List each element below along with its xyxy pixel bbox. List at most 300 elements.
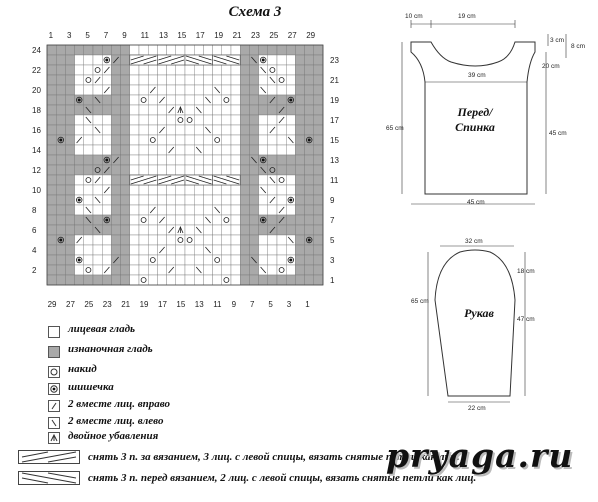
chart-cell [176,95,185,105]
slant-right-symbol [159,247,164,253]
chart-cell [93,125,102,135]
chart-cell [185,165,194,175]
chart-cell [259,55,268,65]
chart-cell [148,105,157,115]
chart-cell [130,165,139,175]
bobble-symbol [104,217,110,223]
chart-cell [148,95,157,105]
chart-cell [148,125,157,135]
top-axis-number: 27 [287,31,297,40]
chart-cell [194,275,203,285]
cable-line [131,56,144,60]
chart-cell [185,265,194,275]
chart-cell [102,255,111,265]
chart-cell [268,105,277,115]
chart-cell [56,245,65,255]
chart-cell [121,205,130,215]
chart-cell [121,125,130,135]
body-neck-depth-dim: 3 cm [550,37,565,44]
chart-cell [268,275,277,285]
chart-cell [75,185,84,195]
chart-cell [93,115,102,125]
top-axis-number: 15 [177,31,187,40]
chart-cell [194,55,203,65]
chart-cell [65,75,74,85]
chart-cell [240,105,249,115]
chart-cell [305,165,314,175]
slant-right-symbol [113,257,118,263]
chart-cell [65,245,74,255]
chart-cell [305,195,314,205]
chart-cell [295,225,304,235]
chart-cell [203,145,212,155]
chart-cell [176,185,185,195]
bobble-dot [78,199,81,202]
yarn-over-symbol [86,268,91,273]
chart-cell [102,265,111,275]
chart-cell [240,95,249,105]
chart-cell [139,65,148,75]
chart-cell [56,185,65,195]
chart-cell [56,55,65,65]
chart-cell [231,205,240,215]
chart-cell [65,175,74,185]
double-decrease-icon [48,432,60,444]
chart-cell [102,195,111,205]
chart-cell [75,165,84,175]
chart-cell [185,155,194,165]
right-axis-number: 1 [330,276,335,285]
chart-cell [56,105,65,115]
chart-cell [203,195,212,205]
chart-cell [176,155,185,165]
yarn-over-symbol [224,98,229,103]
chart-cell [56,175,65,185]
chart-cell [111,115,120,125]
chart-cell [56,275,65,285]
yarn-over-symbol [141,218,146,223]
chart-cell [148,225,157,235]
chart-cell [176,85,185,95]
chart-cell [102,125,111,135]
chart-cell [56,155,65,165]
chart-cell [65,275,74,285]
chart-cell [240,245,249,255]
chart-cell [213,95,222,105]
chart-cell [121,135,130,145]
cable-cell [157,55,185,65]
chart-cell [148,55,157,65]
chart-cell [305,265,314,275]
chart-cell [249,65,258,75]
chart-cell [286,65,295,75]
chart-cell [148,195,157,205]
bobble-dot [78,259,81,262]
chart-cell [47,45,56,55]
chart-cell [194,255,203,265]
chart-cell [185,235,194,245]
chart-cell [75,195,84,205]
chart-cell [176,105,185,115]
left-axis-number: 10 [32,186,41,195]
chart-cell [47,215,56,225]
bobble-dot [105,219,108,222]
yarn-over-symbol [178,118,183,123]
slant-right-symbol [270,227,275,233]
chart-cell [249,125,258,135]
slant-left-symbol [86,207,91,213]
cable-line [214,60,227,64]
chart-cell [213,205,222,215]
left-axis-number: 2 [32,266,37,275]
chart-cell [268,185,277,195]
chart-cell [139,95,148,105]
chart-cell [249,45,258,55]
cable-line [158,56,184,64]
chart-cell [93,85,102,95]
chart-cell [93,245,102,255]
chart-cell [130,65,139,75]
chart-cell [65,185,74,195]
chart-cell [314,105,323,115]
chart-cell [75,255,84,265]
chart-cell [167,275,176,285]
chart-cell [277,245,286,255]
watermark-logo: pryaga.ru [386,436,574,475]
chart-cell [47,195,56,205]
chart-cell [121,45,130,55]
chart-cell [231,275,240,285]
chart-cell [75,145,84,155]
chart-cell [213,45,222,55]
cable-cell [130,55,158,65]
chart-cell [75,155,84,165]
chart-cell [268,125,277,135]
slant-right-symbol [95,177,100,183]
chart-cell [121,235,130,245]
chart-cell [148,275,157,285]
chart-cell [203,275,212,285]
chart-cell [111,75,120,85]
chart-cell [56,85,65,95]
chart-cell [249,215,258,225]
chart-cell [111,245,120,255]
chart-cell [121,175,130,185]
chart-cell [121,65,130,75]
chart-cell [93,275,102,285]
chart-cell [231,215,240,225]
chart-cell [277,65,286,75]
chart-cell [222,45,231,55]
slant-left-symbol [95,227,100,233]
chart-cell [249,205,258,215]
chart-cell [157,115,166,125]
chart-cell [84,155,93,165]
chart-cell [148,155,157,165]
right-slant-icon [48,400,60,412]
slant-right-symbol [159,127,164,133]
chart-cell [93,215,102,225]
chart-cell [167,195,176,205]
chart-cell [203,255,212,265]
chart-cell [268,45,277,55]
chart-cell [194,135,203,145]
slant-right-symbol [104,67,109,73]
chart-cell [314,205,323,215]
bobble-symbol [260,217,266,223]
chart-cell [84,55,93,65]
chart-cell [286,95,295,105]
chart-cell [295,195,304,205]
yarn-over-symbol [224,278,229,283]
slant-right-symbol [77,137,82,143]
chart-cell [295,245,304,255]
chart-cell [102,135,111,145]
chart-cell [84,125,93,135]
chart-cell [84,65,93,75]
chart-cell [157,95,166,105]
chart-cell [84,265,93,275]
chart-cell [139,145,148,155]
chart-cell [139,275,148,285]
chart-cell [314,255,323,265]
bobble-symbol [288,97,294,103]
chart-cell [268,75,277,85]
chart-cell [314,145,323,155]
chart-cell [259,205,268,215]
chart-cell [93,145,102,155]
chart-cell [148,205,157,215]
slant-right-symbol [279,107,284,113]
chart-cell [277,255,286,265]
chart-cell [305,205,314,215]
chart-cell [148,165,157,175]
chart-cell [148,245,157,255]
cable-line [144,60,157,64]
slant-left-symbol [215,87,220,93]
chart-cell [93,205,102,215]
chart-cell [249,55,258,65]
chart-cell [268,175,277,185]
chart-cell [222,195,231,205]
chart-cell [176,175,185,185]
chart-cell [111,105,120,115]
bobble-symbol [260,57,266,63]
chart-cell [47,185,56,195]
chart-cell [157,265,166,275]
chart-cell [121,145,130,155]
bottom-axis-number: 15 [176,300,186,309]
bottom-axis-number: 7 [250,300,255,309]
bobble-symbol [104,57,110,63]
chart-cell [148,265,157,275]
chart-cell [286,115,295,125]
chart-cell [286,185,295,195]
chart-cell [240,125,249,135]
slant-left-symbol [205,247,210,253]
yarn-over-symbol [215,138,220,143]
chart-cell [194,225,203,235]
chart-cell [157,155,166,165]
cable-line [186,180,199,184]
chart-cell [277,175,286,185]
chart-cell [295,135,304,145]
chart-cell [249,225,258,235]
chart-cell [213,225,222,235]
right-axis-number: 3 [330,256,335,265]
chart-cell [65,95,74,105]
chart-cell [240,85,249,95]
chart-cell [185,205,194,215]
chart-cell [213,215,222,225]
chart-cell [47,125,56,135]
chart-cell [314,85,323,95]
chart-cell [222,225,231,235]
chart-cell [65,265,74,275]
chart-cell [130,95,139,105]
chart-cell [56,215,65,225]
chart-cell [111,275,120,285]
chart-cell [213,135,222,145]
chart-cell [185,125,194,135]
chart-cell [295,85,304,95]
bobble-dot [105,159,108,162]
chart-cell [130,115,139,125]
chart-cell [295,185,304,195]
chart-cell [84,165,93,175]
chart-cell [259,185,268,195]
slant-left-symbol [86,217,91,223]
chart-cell [176,165,185,175]
chart-cell [130,235,139,245]
chart-cell [185,65,194,75]
chart-cell [231,115,240,125]
chart-cell [102,215,111,225]
chart-cell [240,135,249,145]
chart-cell [305,65,314,75]
chart-cell [240,265,249,275]
chart-cell [121,275,130,285]
chart-cell [203,135,212,145]
slant-right-symbol [113,57,118,63]
chart-cell [194,155,203,165]
yarn-over-symbol [215,258,220,263]
chart-cell [249,235,258,245]
left-slant-icon [48,417,60,429]
chart-cell [139,125,148,135]
body-shoulder-dim: 10 cm [405,13,423,20]
slant-left-symbol [205,97,210,103]
sleeve-top-dim: 32 cm [465,238,483,245]
chart-cell [314,135,323,145]
chart-cell [47,275,56,285]
chart-cell [231,95,240,105]
slant-left-symbol [196,267,201,273]
chart-cell [157,255,166,265]
chart-cell [167,115,176,125]
chart-cell [111,65,120,75]
chart-cell [213,255,222,265]
chart-cell [121,165,130,175]
chart-cell [231,75,240,85]
chart-cell [102,245,111,255]
chart-cell [213,65,222,75]
chart-cell [268,255,277,265]
cable-line [131,56,157,64]
chart-cell [111,195,120,205]
chart-cell [277,265,286,275]
chart-cell [249,275,258,285]
chart-cell [47,155,56,165]
chart-cell [231,125,240,135]
chart-cell [222,215,231,225]
chart-cell [47,65,56,75]
chart-cell [157,275,166,285]
chart-cell [240,205,249,215]
chart-cell [75,215,84,225]
chart-cell [185,135,194,145]
chart-cell [84,115,93,125]
chart-cell [111,145,120,155]
chart-cell [268,155,277,165]
chart-cell [185,175,194,185]
chart-cell [203,235,212,245]
sleeve-piece-label: Рукав [464,306,494,320]
chart-cell [130,175,139,185]
chart-cell [295,105,304,115]
chart-cell [286,145,295,155]
chart-cell [185,115,194,125]
chart-cell [102,165,111,175]
chart-cell [167,145,176,155]
chart-cell [194,125,203,135]
chart-cell [259,115,268,125]
chart-cell [295,205,304,215]
chart-cell [65,235,74,245]
chart-cell [139,235,148,245]
top-axis-number: 3 [67,31,72,40]
chart-cell [47,145,56,155]
chart-cell [65,65,74,75]
chart-cell [295,75,304,85]
slant-left-symbol [86,107,91,113]
slant-left-symbol [261,187,266,193]
legend-label-bobble: шишечка [68,381,114,393]
bottom-axis-number: 25 [84,300,94,309]
chart-cell [231,65,240,75]
chart-cell [259,95,268,105]
yarn-over-symbol [141,278,146,283]
chart-cell [203,215,212,225]
chart-cell [56,135,65,145]
chart-cell [240,155,249,165]
chart-cell [203,155,212,165]
chart-cell [121,225,130,235]
yarn-over-symbol [150,138,155,143]
sleeve-length-dim: 65 cm [411,298,429,305]
chart-cell [222,245,231,255]
chart-cell [249,85,258,95]
chart-cell [213,125,222,135]
chart-cell [93,75,102,85]
chart-cell [305,185,314,195]
chart-cell [277,135,286,145]
chart-cell [121,95,130,105]
chart-cell [213,175,222,185]
chart-cell [148,85,157,95]
chart-cell [148,255,157,265]
chart-cell [185,185,194,195]
